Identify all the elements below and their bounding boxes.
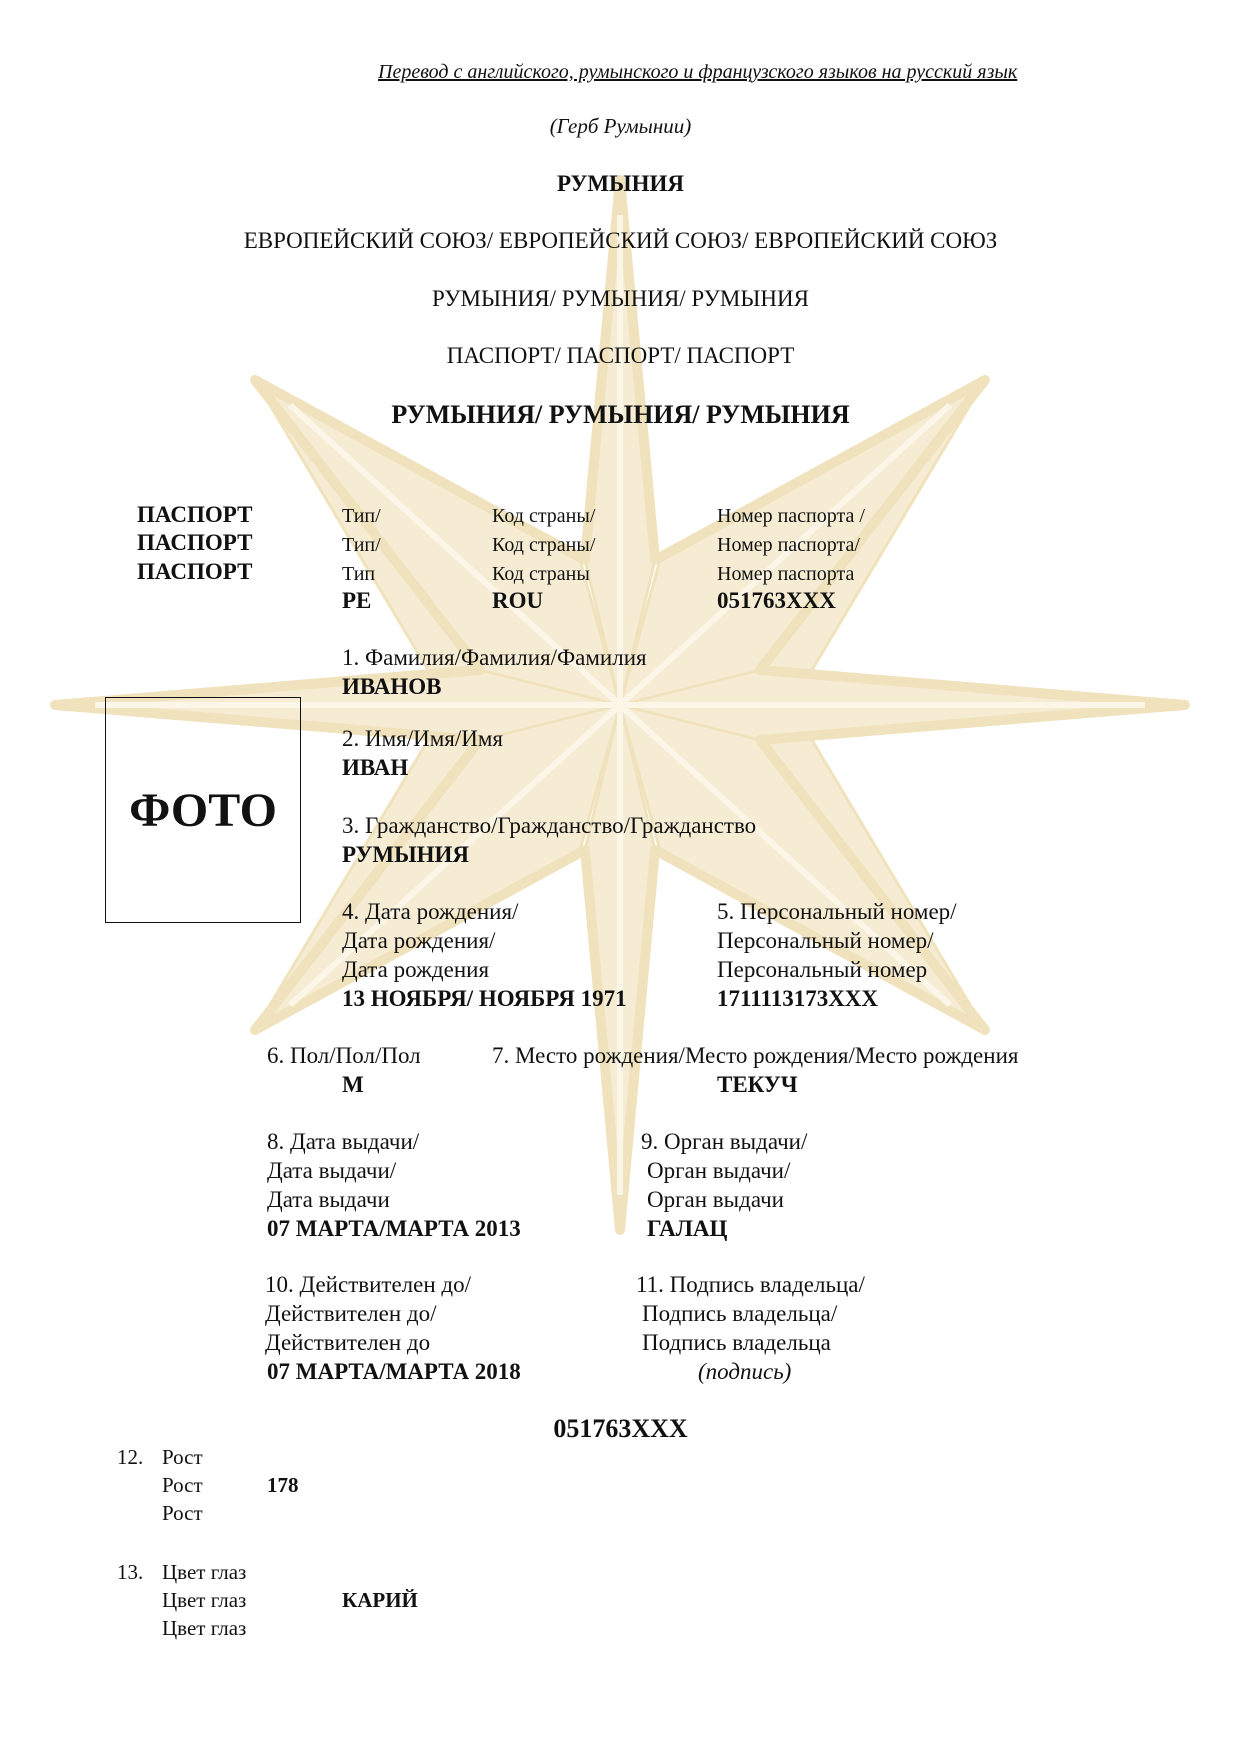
birth-place-value: ТЕКУЧ: [717, 1072, 798, 1097]
doc-label: ПАСПОРТ: [137, 559, 253, 584]
personal-number-label: 5. Персональный номер/: [717, 899, 957, 924]
valid-until-label: 10. Действителен до/: [265, 1272, 472, 1297]
country-line-bold: РУМЫНИЯ/ РУМЫНИЯ/ РУМЫНИЯ: [391, 400, 850, 429]
coat-of-arms-note: (Герб Румынии): [549, 114, 692, 138]
doc-label: ПАСПОРТ: [137, 502, 253, 527]
authority-label: Орган выдачи: [647, 1187, 784, 1212]
authority-value: ГАЛАЦ: [647, 1216, 728, 1241]
signature-label: 11. Подпись владельца/: [636, 1272, 865, 1297]
country-title: РУМЫНИЯ: [556, 171, 685, 196]
passport-number-label: Номер паспорта: [717, 563, 855, 585]
country-code-label: Код страны: [492, 563, 590, 585]
height-number: 12.: [117, 1445, 144, 1469]
birth-date-label: Дата рождения/: [342, 928, 496, 953]
valid-until-label: Действителен до: [265, 1330, 431, 1355]
photo-box: [105, 697, 301, 923]
issue-date-value: 07 МАРТА/МАРТА 2013: [267, 1216, 521, 1241]
eye-color-label: Цвет глаз: [162, 1560, 247, 1584]
type-label: Тип/: [342, 534, 381, 556]
surname-label: 1. Фамилия/Фамилия/Фамилия: [342, 645, 647, 670]
authority-label: Орган выдачи/: [647, 1158, 791, 1183]
sex-value: М: [342, 1072, 364, 1097]
personal-number-label: Персональный номер/: [717, 928, 934, 953]
translation-note: Перевод с английского, румынского и французского языков на русский язык: [378, 61, 1018, 83]
passport-number-footer: 051763XXX: [553, 1414, 688, 1443]
passport-number-label: Номер паспорта/: [717, 534, 860, 556]
sex-label: 6. Пол/Пол/Пол: [267, 1043, 421, 1068]
nationality-label: 3. Гражданство/Гражданство/Гражданство: [342, 813, 757, 838]
signature-value: (подпись): [698, 1359, 792, 1384]
personal-number-label: Персональный номер: [717, 957, 928, 982]
country-line: РУМЫНИЯ/ РУМЫНИЯ/ РУМЫНИЯ: [432, 286, 809, 311]
nationality-value: РУМЫНИЯ: [342, 842, 470, 867]
photo-label: ФОТО: [129, 783, 277, 837]
authority-label: 9. Орган выдачи/: [641, 1129, 808, 1154]
passport-number-label: Номер паспорта /: [717, 505, 865, 527]
country-code-label: Код страны/: [492, 505, 596, 527]
birth-date-label: 4. Дата рождения/: [342, 899, 519, 924]
country-code-label: Код страны/: [492, 534, 596, 556]
eu-line: ЕВРОПЕЙСКИЙ СОЮЗ/ ЕВРОПЕЙСКИЙ СОЮЗ/ ЕВРОПЕЙСКИЙ СОЮЗ: [243, 228, 998, 253]
eye-color-value: КАРИЙ: [342, 1588, 418, 1612]
height-label: Рост: [162, 1473, 203, 1497]
doc-label: ПАСПОРТ: [137, 530, 253, 555]
issue-date-label: 8. Дата выдачи/: [267, 1129, 420, 1154]
surname-value: ИВАНОВ: [342, 674, 442, 699]
valid-until-value: 07 МАРТА/МАРТА 2018: [267, 1359, 521, 1384]
birth-date-label: Дата рождения: [342, 957, 490, 982]
height-value: 178: [267, 1473, 299, 1497]
height-label: Рост: [162, 1445, 203, 1469]
birth-date-value: 13 НОЯБРЯ/ НОЯБРЯ 1971: [342, 986, 627, 1011]
eye-color-label: Цвет глаз: [162, 1616, 247, 1640]
given-name-label: 2. Имя/Имя/Имя: [342, 726, 504, 751]
valid-until-label: Действителен до/: [265, 1301, 437, 1326]
signature-label: Подпись владельца/: [642, 1301, 838, 1326]
height-label: Рост: [162, 1501, 203, 1525]
signature-label: Подпись владельца: [642, 1330, 831, 1355]
type-value: PE: [342, 588, 372, 613]
birth-place-label: 7. Место рождения/Место рождения/Место рождения: [492, 1043, 1019, 1068]
eye-color-label: Цвет глаз: [162, 1588, 247, 1612]
personal-number-value: 1711113173XXX: [717, 986, 879, 1011]
country-code-value: ROU: [492, 588, 544, 613]
issue-date-label: Дата выдачи: [267, 1187, 390, 1212]
eye-color-number: 13.: [117, 1560, 144, 1584]
type-label: Тип: [342, 563, 376, 585]
passport-line: ПАСПОРТ/ ПАСПОРТ/ ПАСПОРТ: [446, 343, 795, 368]
passport-number-value: 051763XXX: [717, 588, 836, 613]
given-name-value: ИВАН: [342, 755, 409, 780]
issue-date-label: Дата выдачи/: [267, 1158, 397, 1183]
type-label: Тип/: [342, 505, 381, 527]
